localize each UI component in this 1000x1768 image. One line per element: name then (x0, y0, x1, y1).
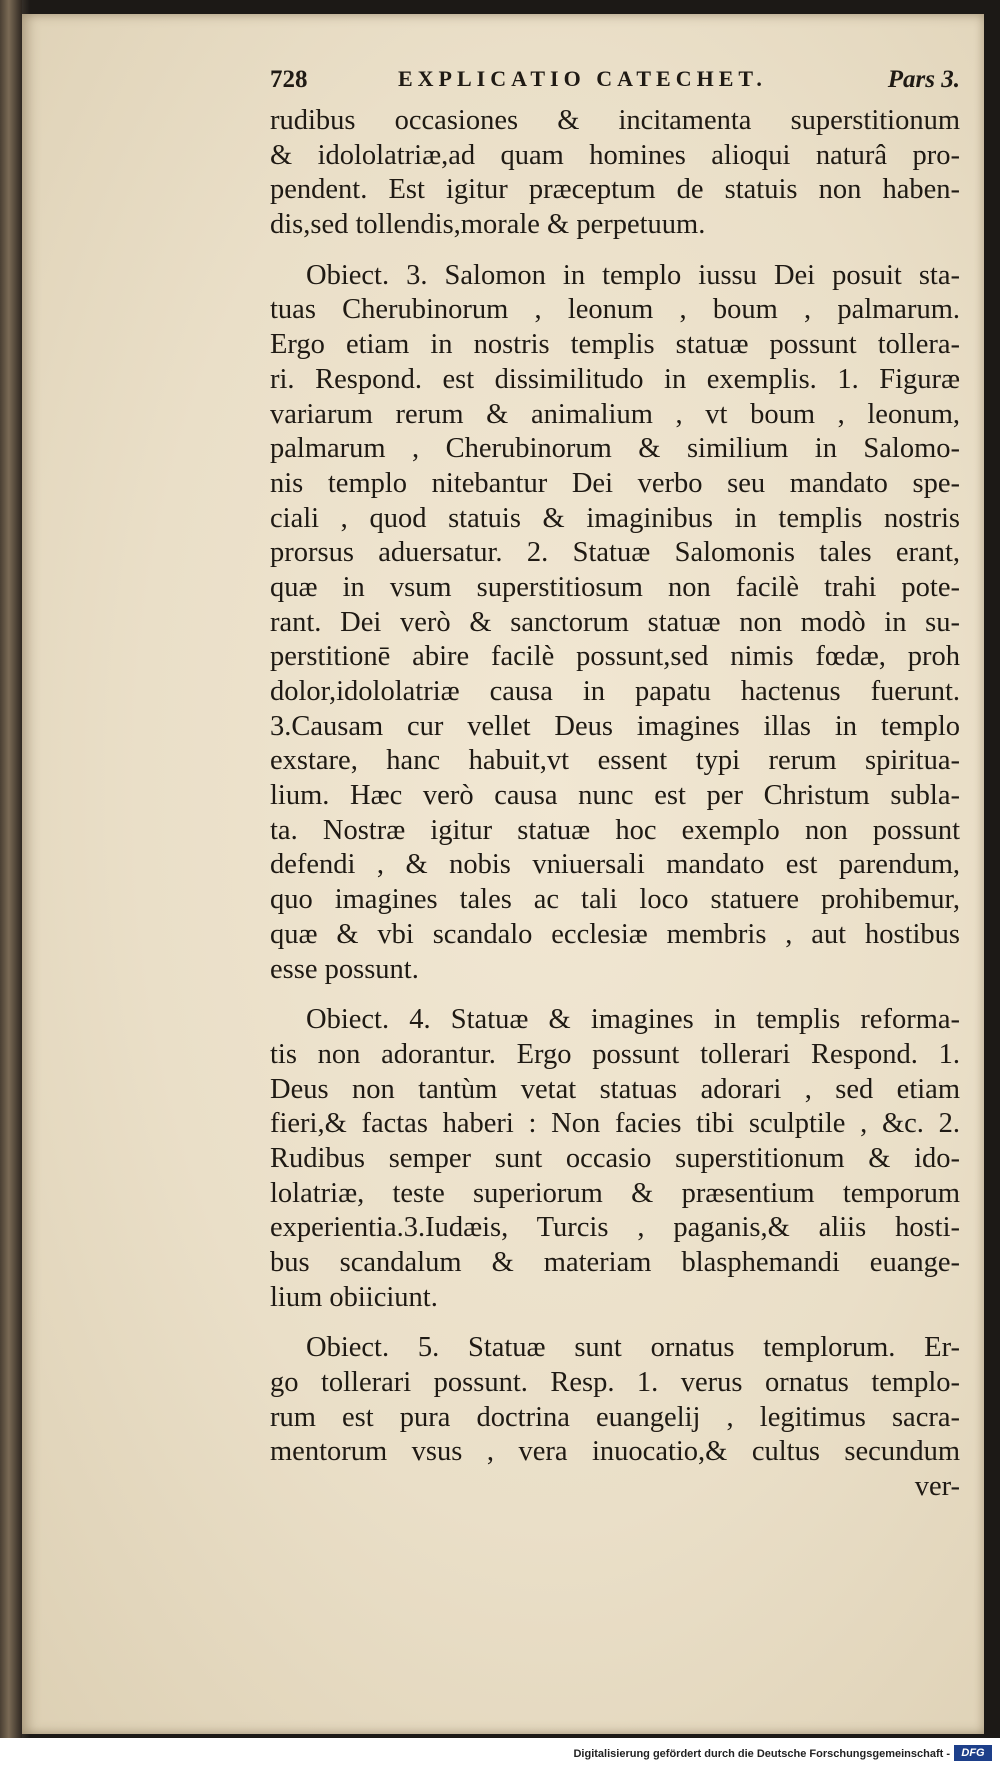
text-line: Ergo etiam in nostris templis statuæ possunt tollera- (270, 329, 960, 361)
catchword: ver- (914, 1471, 960, 1503)
paragraph-obiect-5 (270, 1331, 960, 1470)
text-line: ciali , quod statuis & imaginibus in templis nostris (270, 502, 960, 534)
text-line: lium obiiciunt. (270, 1281, 438, 1313)
text-line: 3.Causam cur vellet Deus imagines illas in templo (270, 710, 960, 742)
text-line: & idololatriæ,ad quam homines alioqui naturâ pro- (270, 139, 960, 171)
text-line: defendi , & nobis vniuersali mandato est parendum, (270, 849, 960, 881)
part-label: Pars 3. (887, 66, 960, 93)
text-line: experientia.3.Iudæis, Turcis , paganis,& aliis hosti- (270, 1212, 960, 1244)
text-line: prorsus aduersatur. 2. Statuæ Salomonis tales erant, (270, 537, 960, 569)
paragraph-1 (270, 104, 960, 243)
text-line: esse possunt. (270, 953, 419, 985)
paragraph-gap (270, 987, 960, 1003)
text-line: nis templo nitebantur Dei verbo seu mandato spe- (270, 467, 960, 499)
paragraph-obiect-4 (270, 1003, 960, 1315)
text-line: palmarum , Cherubinorum & similium in Salomo- (270, 433, 960, 465)
text-line: rant. Dei verò & sanctorum statuæ non modò in su- (270, 606, 960, 638)
text-line: mentorum vsus , vera inuocatio,& cultus secundum (270, 1436, 960, 1468)
dfg-logo: DFG (954, 1745, 992, 1761)
book-binding-edge (0, 0, 22, 1768)
text-line: fieri,& factas haberi : Non facies tibi sculptile , &c. 2. (270, 1108, 960, 1140)
text-line: exstare, hanc habuit,vt essent typi rerum spiritua- (270, 745, 960, 777)
text-line: bus scandalum & materiam blasphemandi euange- (270, 1247, 960, 1278)
text-line: Deus non tantùm vetat statuas adorari , sed etiam (270, 1073, 960, 1105)
text-line: go tollerari possunt. Resp. 1. verus ornatus templo- (270, 1367, 960, 1399)
text-line: tis non adorantur. Ergo possunt tollerari Respond. 1. (270, 1038, 960, 1070)
text-line: rum est pura doctrina euangelij , legitimus sacra- (270, 1401, 960, 1433)
text-line: dis,sed tollendis,morale & perpetuum. (270, 209, 706, 241)
text-line: quo imagines tales ac tali loco statuere prohibemur, (270, 884, 960, 916)
page-number: 728 (270, 66, 308, 93)
running-title: EXPLICATIO CATECHET. (398, 66, 767, 91)
page-header (270, 60, 960, 104)
paragraph-gap (270, 1315, 960, 1331)
text-line: quæ in vsum superstitiosum non facilè trahi pote- (270, 571, 960, 603)
text-line: perstitionē abire facilè possunt,sed nimis fœdæ, proh (270, 641, 960, 673)
text-line: Obiect. 5. Statuæ sunt ornatus templorum. Er- (306, 1332, 960, 1364)
text-line: lium. Hæc verò causa nunc est per Christum subla- (270, 780, 960, 812)
page-text-block (270, 60, 960, 1505)
text-line: dolor,idololatriæ causa in papatu hactenus fuerunt. (270, 676, 960, 707)
text-line: quæ & vbi scandalo ecclesiæ membris , aut hostibus (270, 918, 960, 950)
text-line: Obiect. 3. Salomon in templo iussu Dei posuit sta- (306, 259, 960, 291)
text-line: ri. Respond. est dissimilitudo in exemplis. 1. Figuræ (270, 363, 960, 395)
digitization-credit: Digitalisierung gefördert durch die Deutsche Forschungsgemeinschaft - (573, 1748, 950, 1760)
text-line: pendent. Est igitur præceptum de statuis non haben- (270, 174, 960, 206)
text-line: Obiect. 4. Statuæ & imagines in templis reforma- (306, 1004, 960, 1036)
text-line: lolatriæ, teste superiorum & præsentium temporum (270, 1177, 960, 1209)
paragraph-obiect-3 (270, 259, 960, 987)
text-line: tuas Cherubinorum , leonum , boum , palmarum. (270, 294, 960, 326)
paragraph-gap (270, 243, 960, 259)
text-line: rudibus occasiones & incitamenta superstitionum (270, 105, 960, 136)
text-line: variarum rerum & animalium , vt boum , leonum, (270, 398, 960, 430)
text-line: Rudibus semper sunt occasio superstitionum & ido- (270, 1142, 960, 1174)
text-line: ta. Nostræ igitur statuæ hoc exemplo non possunt (270, 814, 960, 846)
